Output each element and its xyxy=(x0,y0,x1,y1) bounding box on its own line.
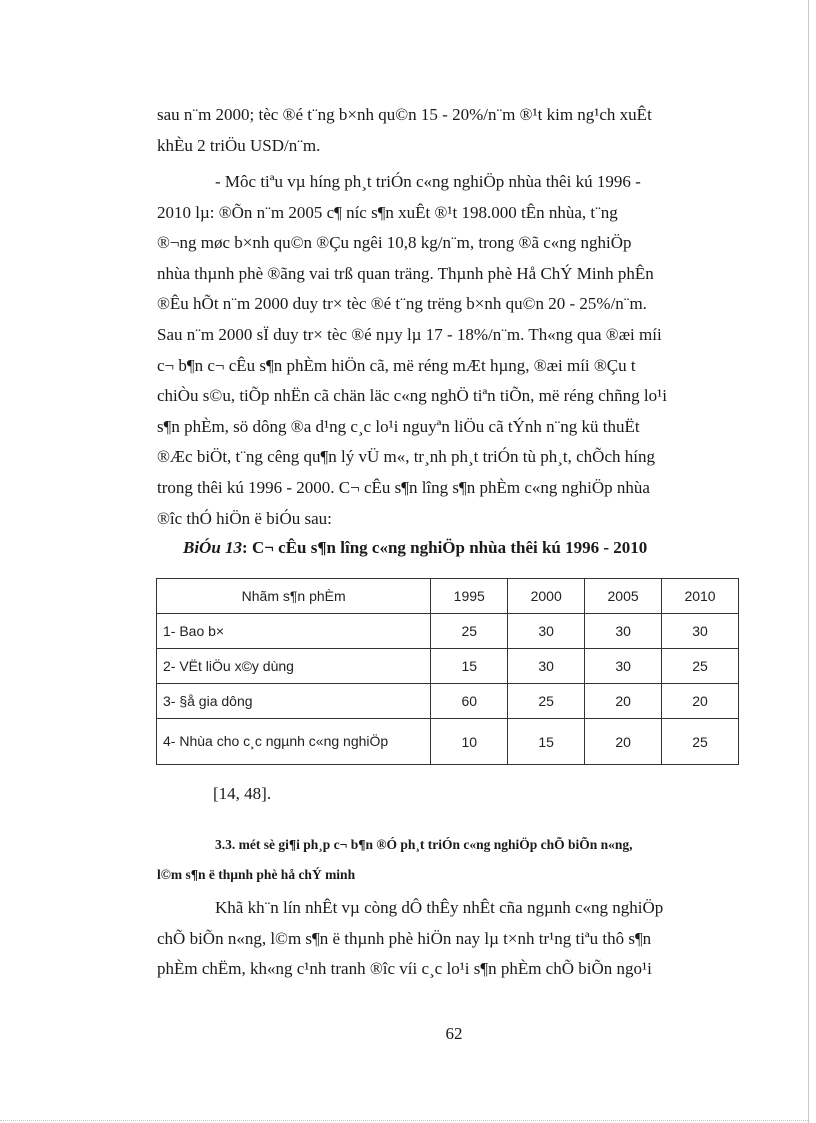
value-cell: 20 xyxy=(585,684,662,719)
table-row xyxy=(157,614,739,649)
text-line: trong thêi kú 1996 - 2000. C¬ cÊu s¶n lîng s¶n phÈm c«ng nghiÖp nhùa xyxy=(157,477,650,497)
section-heading-line: l©m s¶n ë thµnh phè hå chÝ minh xyxy=(157,867,356,882)
text-line: c¬ b¶n c¬ cÊu s¶n phÈm hiÖn cã, më réng mÆt hµng, ®æi míi ®Çu t xyxy=(157,355,636,375)
text-line: sau n¨m 2000; tèc ®é t¨ng b×nh qu©n 15 - 20%/n¨m ®¹t kim ng¹ch xuÊt xyxy=(157,105,652,124)
value-cell: 25 xyxy=(431,614,508,649)
value-cell: 20 xyxy=(662,684,739,719)
table-row xyxy=(157,649,739,684)
text-line: nhùa thµnh phè ®ãng vai trß quan träng. Thµnh phè Hå ChÝ Minh phÊn xyxy=(157,263,654,283)
section-heading-line: 3.3. mét sè gi¶i ph¸p c¬ b¶n ®Ó ph¸t triÓn c«ng nghiÖp chÕ biÕn n«ng, xyxy=(215,837,633,852)
page-edge-line xyxy=(808,0,809,1123)
text-line: ®Êu hÕt n¨m 2000 duy tr× tèc ®é t¨ng trëng b×nh qu©n 20 - 25%/n¨m. xyxy=(157,294,647,314)
product-group-cell: 3- §å gia dông xyxy=(157,684,431,719)
section-heading xyxy=(157,830,739,890)
page-bottom-border xyxy=(0,1120,808,1121)
value-cell: 25 xyxy=(662,719,739,765)
value-cell: 30 xyxy=(662,614,739,649)
text-line: 2010 lµ: ®Õn n¨m 2005 c¶ níc s¶n xuÊt ®¹t 198.000 tÊn nhùa, t¨ng xyxy=(157,202,618,222)
value-cell: 15 xyxy=(431,649,508,684)
product-group-cell: 4- Nhùa cho c¸c ngµnh c«ng nghiÖp xyxy=(157,719,431,765)
citation-reference: [14, 48]. xyxy=(213,784,272,803)
value-cell: 20 xyxy=(585,719,662,765)
product-group-cell: 1- Bao b× xyxy=(157,614,431,649)
value-cell: 30 xyxy=(508,614,585,649)
value-cell: 10 xyxy=(431,719,508,765)
table-row xyxy=(157,684,739,719)
production-structure-table xyxy=(156,578,739,765)
column-header-2005: 2005 xyxy=(585,579,662,614)
column-header-1995: 1995 xyxy=(431,579,508,614)
text-line: phÈm chËm, kh«ng c¹nh tranh ®îc víi c¸c lo¹i s¶n phÈm chÕ biÕn ngo¹i xyxy=(157,959,652,979)
text-line: Sau n¨m 2000 sÏ duy tr× tèc ®é nµy lµ 17 - 18%/n¨m. Th«ng qua ®æi míi xyxy=(157,324,662,344)
value-cell: 25 xyxy=(508,684,585,719)
value-cell: 30 xyxy=(508,649,585,684)
page-number: 62 xyxy=(445,1024,463,1043)
text-line: khÈu 2 triÖu USD/n¨m. xyxy=(157,135,321,155)
value-cell: 25 xyxy=(662,649,739,684)
paragraph-export-target xyxy=(157,100,739,161)
text-line: - Môc tiªu vµ híng ph¸t triÓn c«ng nghiÖp nhùa thêi kú 1996 - xyxy=(215,172,641,191)
text-line: ®Æc biÖt, t¨ng cêng qu¶n lý vÜ m«, tr¸nh ph¸t triÓn tù ph¸t, chÕch híng xyxy=(157,447,655,467)
table-row xyxy=(157,719,739,765)
paragraph-difficulties xyxy=(157,893,739,985)
text-line: chiÒu s©u, tiÕp nhËn cã chän läc c«ng nghÖ tiªn tiÕn, më réng chñng lo¹i xyxy=(157,386,667,406)
text-line: ®îc thÓ hiÖn ë biÓu sau: xyxy=(157,508,332,528)
text-line: s¶n phÈm, sö dông ®a d¹ng c¸c lo¹i nguyªn liÖu cã tÝnh n¨ng kü thuËt xyxy=(157,416,640,436)
column-header-2010: 2010 xyxy=(662,579,739,614)
table-caption-label: BiÓu 13 xyxy=(183,538,243,557)
value-cell: 30 xyxy=(585,614,662,649)
product-group-cell: 2- VËt liÖu x©y dùng xyxy=(157,649,431,684)
table-caption-text: : C¬ cÊu s¶n lîng c«ng nghiÖp nhùa thêi kú 1996 - 2010 xyxy=(242,538,648,557)
text-line: ®¬ng møc b×nh qu©n ®Çu ngêi 10,8 kg/n¨m, trong ®ã c«ng nghiÖp xyxy=(157,233,632,253)
table-header-row xyxy=(157,579,739,614)
paragraph-development-goals xyxy=(157,167,739,534)
column-header-product-group: Nhãm s¶n phÈm xyxy=(157,579,431,614)
value-cell: 15 xyxy=(508,719,585,765)
value-cell: 30 xyxy=(585,649,662,684)
text-line: chÕ biÕn n«ng, l©m s¶n ë thµnh phè hiÖn nay lµ t×nh tr¹ng tiªu thô s¶n xyxy=(157,928,652,948)
value-cell: 60 xyxy=(431,684,508,719)
text-line: Khã kh¨n lín nhÊt vµ còng dÔ thÊy nhÊt cña ngµnh c«ng nghiÖp xyxy=(215,898,664,917)
table-caption xyxy=(183,538,647,558)
column-header-2000: 2000 xyxy=(508,579,585,614)
